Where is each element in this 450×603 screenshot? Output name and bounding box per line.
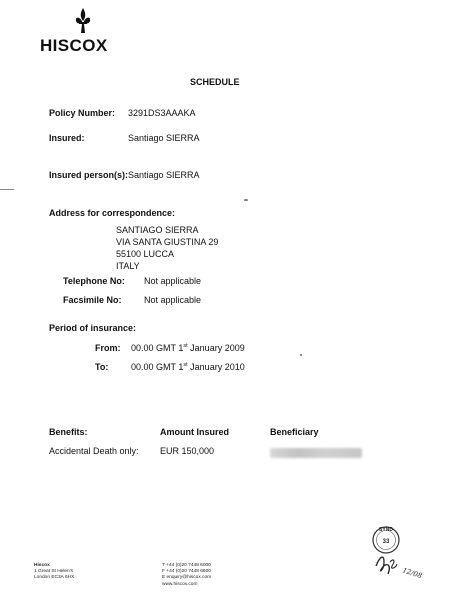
facsimile-value: Not applicable [144, 295, 202, 305]
period-label: Period of insurance: [49, 323, 137, 333]
beneficiary-redacted [270, 448, 362, 458]
benefit-value: Accidental Death only: [49, 446, 139, 456]
address-label: Address for correspondence: [49, 208, 176, 218]
scan-speck [300, 354, 302, 356]
beneficiary-header: Beneficiary [270, 427, 319, 437]
period-to-value: 00.00 GMT 1st January 2010 [131, 362, 245, 372]
telephone-label: Telephone No: [63, 276, 125, 286]
telephone-value: Not applicable [144, 276, 202, 286]
address-line: 55100 LUCCA [116, 249, 175, 259]
syndicate-stamp [362, 518, 432, 588]
footer-website: www.hiscox.com [162, 581, 198, 587]
period-to-label: To: [95, 362, 109, 372]
footer-address-line: London EC3A 6HX [34, 575, 75, 581]
insured-persons-label: Insured person(s): [49, 170, 129, 180]
address-line: ITALY [116, 261, 140, 271]
footer-company-name: Hiscox [34, 563, 50, 568]
address-line: VIA SANTA GIUSTINA 29 [116, 237, 219, 247]
stamp-number: 33 [382, 539, 390, 545]
footer-fax: F +44 (0)20 7448 6600 [162, 569, 211, 575]
insured-persons-value: Santiago SIERRA [128, 170, 200, 180]
facsimile-label: Facsimile No: [63, 295, 122, 305]
period-from-value: 00.00 GMT 1st January 2009 [131, 343, 245, 353]
brand-name: HISCOX [40, 36, 108, 55]
period-from-label: From: [95, 343, 121, 353]
stamp-text: SYND [379, 527, 393, 533]
policy-number-label: Policy Number: [49, 108, 116, 118]
fleur-de-lis-icon [75, 8, 91, 34]
footer-email: E enquiry@hiscox.com [162, 575, 212, 581]
insured-value: Santiago SIERRA [128, 133, 200, 143]
amount-value: EUR 150,000 [160, 446, 215, 456]
footer-contact-block [162, 563, 211, 588]
amount-insured-header: Amount Insured [160, 427, 229, 437]
scan-speck [244, 199, 248, 201]
footer-company-block [34, 563, 74, 582]
footer-address-line: 1 Great St Helen's [34, 569, 74, 575]
handwritten-date: 12/08 [401, 566, 424, 581]
scan-mark [0, 189, 14, 190]
benefits-header: Benefits: [49, 427, 88, 437]
hiscox-logo [40, 8, 126, 56]
address-line: SANTIAGO SIERRA [116, 225, 199, 235]
policy-number-value: 3291DS3AAAKA [128, 108, 196, 118]
insured-label: Insured: [49, 133, 85, 143]
page-title: SCHEDULE [190, 77, 240, 87]
footer-phone: T +44 (0)20 7448 6000 [162, 563, 211, 568]
